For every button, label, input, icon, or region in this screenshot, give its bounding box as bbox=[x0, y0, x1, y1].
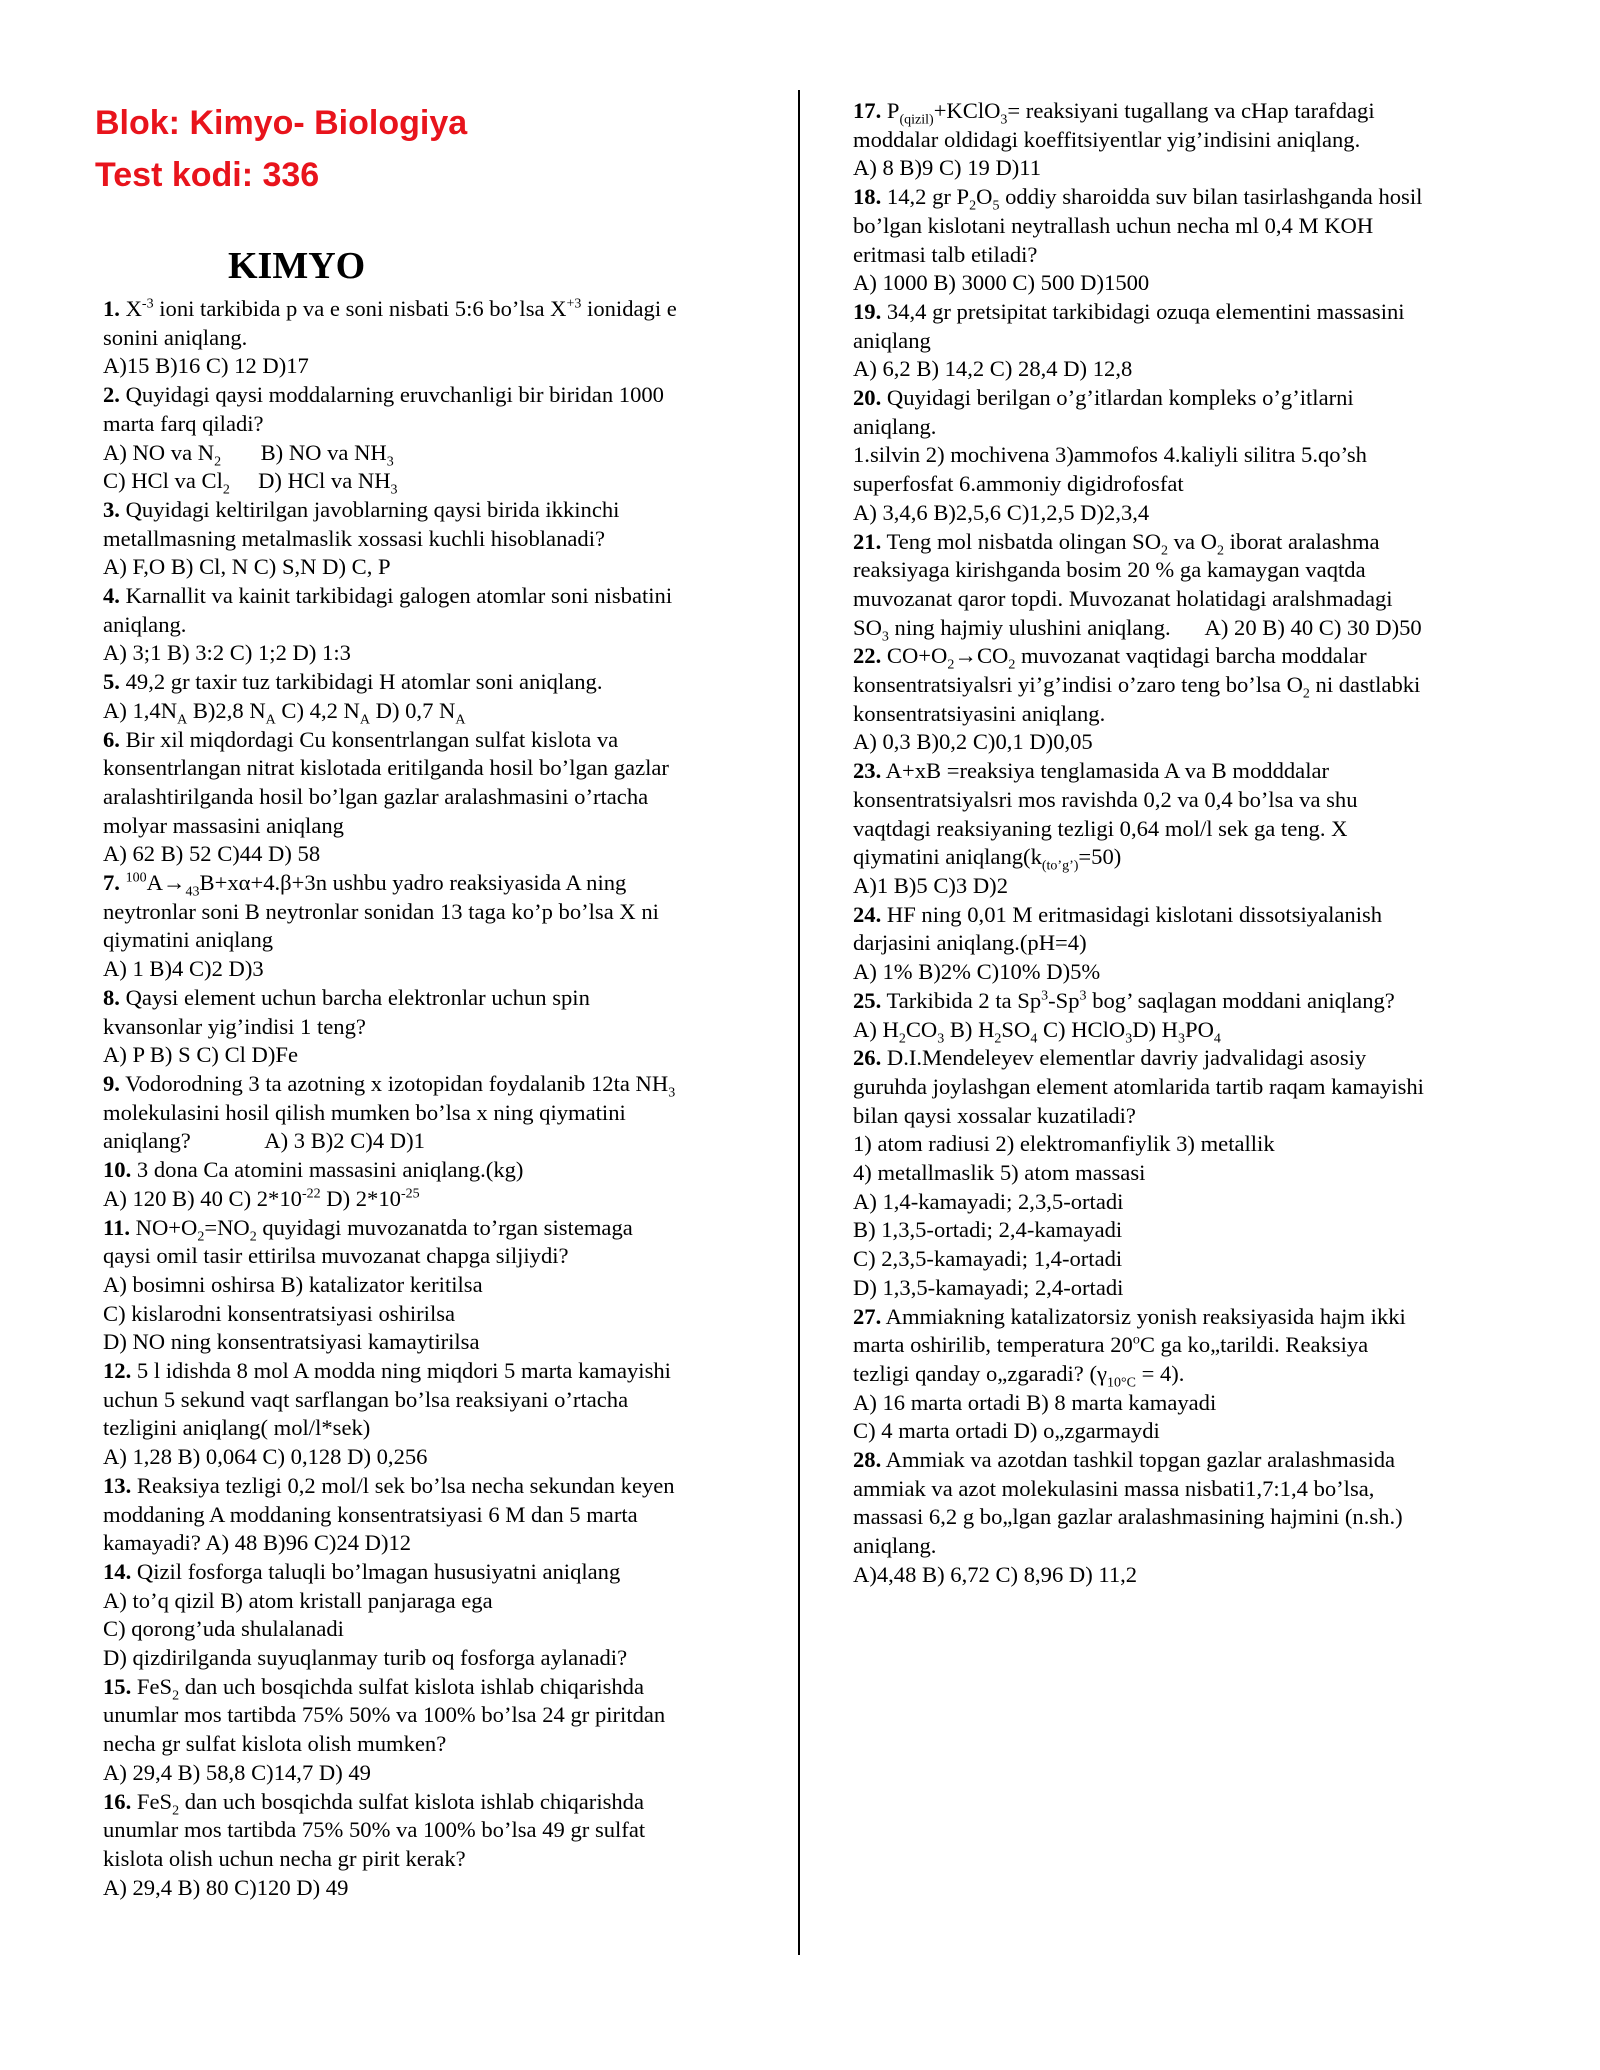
question-line: A) NO va $N_2$ B) NO va $NH_3$ bbox=[103, 439, 394, 470]
question-line: aniqlang? A) 3 B)2 C)4 D)1 bbox=[103, 1128, 425, 1154]
question-20 bbox=[853, 384, 1528, 528]
question-24 bbox=[853, 901, 1528, 987]
question-line: unumlar mos tartibda 75% 50% va 100% bo’lsa 24 gr piritdan bbox=[103, 1702, 666, 1728]
question-text: 10. 3 dona Ca atomini massasini aniqlang.(kg) bbox=[103, 1157, 524, 1183]
question-line: C) qorong’uda shulalanadi bbox=[103, 1616, 344, 1642]
question-22 bbox=[853, 642, 1528, 757]
question-13 bbox=[103, 1472, 788, 1558]
test-code: Test kodi: 336 bbox=[95, 156, 320, 194]
question-line: 4) metallmaslik 5) atom massasi bbox=[853, 1160, 1146, 1186]
question-line: molekulasini hosil qilish mumken bo’lsa x ning qiymatini bbox=[103, 1099, 626, 1125]
question-line: A) 1,28 B) 0,064 C) 0,128 D) 0,256 bbox=[103, 1444, 428, 1470]
question-line: C) 2,3,5-kamayadi; 1,4-ortadi bbox=[853, 1246, 1123, 1272]
question-line: D) qizdirilganda suyuqlanmay turib oq fosforga aylanadi? bbox=[103, 1645, 628, 1671]
question-line: A) 120 B) 40 C) $2*10^{-22}$ D) $2*10^{-25}$ bbox=[103, 1185, 420, 1211]
question-text: 28. Ammiak va azotdan tashkil topgan gazlar aralashmasida bbox=[853, 1447, 1396, 1473]
question-line: eritmasi talb etiladi? bbox=[853, 241, 1038, 267]
question-line: A) 1000 B) 3000 C) 500 D)1500 bbox=[853, 270, 1150, 296]
question-line: aniqlang. bbox=[103, 611, 187, 637]
question-line: A)15 B)16 C) 12 D)17 bbox=[103, 353, 309, 379]
question-line: A) 1% B)2% C)10% D)5% bbox=[853, 959, 1101, 985]
question-line: kislota olish uchun necha gr pirit kerak? bbox=[103, 1845, 466, 1871]
question-line: konsentratsiyasini aniqlang. bbox=[853, 700, 1106, 726]
question-line: moddalar oldidagi koeffitsiyentlar yig’indisini aniqlang. bbox=[853, 126, 1361, 152]
question-line: tezligi qanday o„zgaradi? $(\gamma_{10^\circ C} = 4)$. bbox=[853, 1360, 1185, 1391]
question-text: 3. Quyidagi keltirilgan javoblarning qaysi birida ikkinchi bbox=[103, 496, 620, 522]
question-text: 22. $CO+O_2\to CO_2$ muvozanat vaqtidagi barcha moddalar bbox=[853, 643, 1367, 673]
question-1 bbox=[103, 295, 788, 381]
question-26 bbox=[853, 1044, 1528, 1302]
question-text: 20. Quyidagi berilgan o’g’itlardan kompleks o’g’itlarni bbox=[853, 385, 1354, 411]
question-line: 1) atom radiusi 2) elektromanfiylik 3) metallik bbox=[853, 1131, 1275, 1157]
block-title: Blok: Kimyo- Biologiya bbox=[95, 104, 468, 142]
question-text: 25. Tarkibida 2 ta Sp$^3$-Sp$^3$ bog’ saqlagan moddani aniqlang? bbox=[853, 987, 1395, 1013]
question-text: 18. 14,2 gr $P_2O_5$ oddiy sharoidda suv bilan tasirlashganda hosil bbox=[853, 184, 1423, 214]
question-line: muvozanat qaror topdi. Muvozanat holatidagi aralshmadagi bbox=[853, 585, 1393, 611]
question-11 bbox=[103, 1214, 788, 1358]
question-9 bbox=[103, 1070, 788, 1156]
question-text: 14. Qizil fosforga taluqli bo’lmagan hususiyatni aniqlang bbox=[103, 1558, 621, 1584]
question-text: 8. Qaysi element uchun barcha elektronlar uchun spin bbox=[103, 984, 590, 1010]
question-19 bbox=[853, 298, 1528, 384]
question-line: molyar massasini aniqlang bbox=[103, 812, 344, 838]
question-line: darjasini aniqlang.(pH=4) bbox=[853, 930, 1087, 956]
question-line: metallmasning metalmaslik xossasi kuchli hisoblanadi? bbox=[103, 525, 605, 551]
question-line: reaksiyaga kirishganda bosim 20 % ga kamaygan vaqtda bbox=[853, 557, 1366, 583]
question-text: 21. Teng mol nisbatda olingan $SO_2$ va $O_2$ iborat aralashma bbox=[853, 528, 1380, 559]
question-10 bbox=[103, 1156, 788, 1213]
question-text: 13. Reaksiya tezligi 0,2 mol/l sek bo’lsa necha sekundan keyen bbox=[103, 1472, 675, 1498]
question-line: A) 6,2 B) 14,2 C) 28,4 D) 12,8 bbox=[853, 356, 1133, 382]
question-line: necha gr sulfat kislota olish mumken? bbox=[103, 1731, 447, 1757]
question-text: 12. 5 l idishda 8 mol A modda ning miqdori 5 marta kamayishi bbox=[103, 1358, 671, 1384]
question-text: 23. A+xB =reaksiya tenglamasida A va B modddalar bbox=[853, 758, 1330, 784]
question-line: vaqtdagi reaksiyaning tezligi 0,64 mol/l sek ga teng. X bbox=[853, 815, 1348, 841]
question-text: 16. FeS$_2$ dan uch bosqichda sulfat kislota ishlab chiqarishda bbox=[103, 1788, 645, 1819]
question-line: bo’lgan kislotani neytrallash uchun necha ml 0,4 M KOH bbox=[853, 212, 1374, 238]
question-text: 1. $X^{-3}$ ioni tarkibida p va e soni nisbati 5:6 bo’lsa $X^{+3}$ ionidagi e bbox=[103, 296, 677, 321]
question-line: kvansonlar yig’indisi 1 teng? bbox=[103, 1013, 366, 1039]
question-text: 4. Karnallit va kainit tarkibidagi galogen atomlar soni nisbatini bbox=[103, 583, 673, 609]
question-line: neytronlar soni B neytronlar sonidan 13 taga ko’p bo’lsa X ni bbox=[103, 898, 659, 924]
question-line: tezligini aniqlang( mol/l*sek) bbox=[103, 1415, 371, 1441]
question-line: bilan qaysi xossalar kuzatiladi? bbox=[853, 1102, 1136, 1128]
question-line: A) bosimni oshirsa B) katalizator keritilsa bbox=[103, 1271, 483, 1297]
question-line: A) 0,3 B)0,2 C)0,1 D)0,05 bbox=[853, 729, 1093, 755]
question-5 bbox=[103, 668, 788, 728]
question-line: A) 29,4 B) 58,8 C)14,7 D) 49 bbox=[103, 1759, 371, 1785]
question-line: D) 1,3,5-kamayadi; 2,4-ortadi bbox=[853, 1274, 1124, 1300]
question-line: konsentratsiyalsri yi’g’indisi o’zaro teng bo’lsa $O_2$ ni dastlabki bbox=[853, 672, 1421, 702]
question-text: 5. 49,2 gr taxir tuz tarkibidagi H atomlar soni aniqlang. bbox=[103, 669, 603, 695]
question-line: A) $H_2CO_3$ B) $H_2SO_4$ C) HClO$_3$D) $H_3PO_4$ bbox=[853, 1016, 1221, 1047]
question-27 bbox=[853, 1303, 1528, 1447]
left-column bbox=[103, 295, 788, 1902]
question-line: A) 8 B)9 C) 19 D)11 bbox=[853, 155, 1042, 181]
question-line: qiymatini aniqlang bbox=[103, 927, 274, 953]
question-line: A) 29,4 B) 80 C)120 D) 49 bbox=[103, 1874, 349, 1900]
question-line: A) 3,4,6 B)2,5,6 C)1,2,5 D)2,3,4 bbox=[853, 499, 1150, 525]
question-line: A) P B) S C) Cl D)Fe bbox=[103, 1042, 298, 1068]
question-line: qiymatini $aniqlang(k_{(to’g’)}=50)$ bbox=[853, 844, 1122, 874]
question-text: 9. Vodorodning 3 ta azotning x izotopidan foydalanib 12ta $NH_3$ bbox=[103, 1070, 676, 1101]
question-line: konsentratsiyalsri mos ravishda 0,2 va 0,4 bo’lsa va shu bbox=[853, 786, 1358, 812]
right-column bbox=[853, 97, 1528, 1590]
question-8 bbox=[103, 984, 788, 1070]
question-line: aniqlang. bbox=[853, 1533, 937, 1559]
question-16 bbox=[103, 1788, 788, 1903]
question-line: A) to’q qizil B) atom kristall panjaraga ega bbox=[103, 1587, 493, 1613]
question-line: $SO_3$ ning hajmiy ulushini aniqlang. A) 20 B) 40 C) 30 D)50 bbox=[853, 614, 1422, 645]
question-line: marta farq qiladi? bbox=[103, 410, 264, 436]
question-line: kamayadi? A) 48 B)96 C)24 D)12 bbox=[103, 1530, 412, 1556]
question-2 bbox=[103, 381, 788, 496]
question-line: sonini aniqlang. bbox=[103, 324, 248, 350]
question-text: 11. $NO+O_2=NO_2$ quyidagi muvozanatda to’rgan sistemaga bbox=[103, 1214, 633, 1245]
question-15 bbox=[103, 1673, 788, 1788]
question-text: 6. Bir xil miqdordagi Cu konsentrlangan sulfat kislota va bbox=[103, 726, 619, 752]
question-text: 17. $P_{(qizil)}+KClO_3=$ reaksiyani tugallang va cHap tarafdagi bbox=[853, 98, 1375, 128]
question-21 bbox=[853, 528, 1528, 643]
question-17 bbox=[853, 97, 1528, 183]
question-line: 1.silvin 2) mochivena 3)ammofos 4.kaliyli silitra 5.qo’sh bbox=[853, 442, 1367, 468]
question-line: ammiak va azot molekulasini massa nisbati1,7:1,4 bo’lsa, bbox=[853, 1475, 1375, 1501]
question-text: 2. Quyidagi qaysi moddalarning eruvchanligi bir biridan 1000 bbox=[103, 382, 664, 408]
question-text: 27. Ammiakning katalizatorsiz yonish reaksiyasida hajm ikki bbox=[853, 1303, 1406, 1329]
question-3 bbox=[103, 496, 788, 582]
question-line: aralashtirilganda hosil bo’lgan gazlar aralashmasini o’rtacha bbox=[103, 783, 649, 809]
question-text: 19. 34,4 gr pretsipitat tarkibidagi ozuqa elementini massasini bbox=[853, 298, 1405, 324]
question-line: A) 3;1 B) 3:2 C) 1;2 D) 1:3 bbox=[103, 640, 351, 666]
question-line: A) $1,4N_A$ B)2,8 $N_A$ C) 4,2 $N_A$ D) 0,7 $N_A$ bbox=[103, 697, 466, 728]
question-line: A) F,O B) Cl, N C) S,N D) C, P bbox=[103, 554, 391, 580]
question-line: C) 4 marta ortadi D) o„zgarmaydi bbox=[853, 1418, 1160, 1444]
question-line: C) kislarodni konsentratsiyasi oshirilsa bbox=[103, 1300, 456, 1326]
question-line: aniqlang. bbox=[853, 413, 937, 439]
question-18 bbox=[853, 183, 1528, 298]
question-line: B) 1,3,5-ortadi; 2,4-kamayadi bbox=[853, 1217, 1123, 1243]
question-text: 7. $^{100}A\to_{43}B+x\alpha+4.\beta+3n$ ushbu yadro reaksiyasida A ning bbox=[103, 870, 627, 900]
question-line: A)1 B)5 C)3 D)2 bbox=[853, 872, 1009, 898]
question-line: marta oshirilib, temperatura 20$^o$C ga ko„tarildi. Reaksiya bbox=[853, 1332, 1369, 1358]
question-25 bbox=[853, 987, 1528, 1047]
question-23 bbox=[853, 757, 1528, 901]
question-line: aniqlang bbox=[853, 327, 931, 353]
question-line: qaysi omil tasir ettirilsa muvozanat chapga siljiydi? bbox=[103, 1243, 569, 1269]
question-line: uchun 5 sekund vaqt sarflangan bo’lsa reaksiyani o’rtacha bbox=[103, 1386, 629, 1412]
question-6 bbox=[103, 726, 788, 870]
question-14 bbox=[103, 1558, 788, 1673]
question-line: massasi 6,2 g bo„lgan gazlar aralashmasining hajmini (n.sh.) bbox=[853, 1504, 1403, 1530]
question-12 bbox=[103, 1357, 788, 1472]
subject-title: KIMYO bbox=[228, 245, 366, 287]
question-line: konsentrlangan nitrat kislotada eritilganda hosil bo’lgan gazlar bbox=[103, 755, 669, 781]
question-line: D) NO ning konsentratsiyasi kamaytirilsa bbox=[103, 1329, 480, 1355]
question-line: A) 1 B)4 C)2 D)3 bbox=[103, 956, 264, 982]
question-7 bbox=[103, 869, 788, 984]
question-line: unumlar mos tartibda 75% 50% va 100% bo’lsa 49 gr sulfat bbox=[103, 1817, 646, 1843]
question-text: 26. D.I.Mendeleyev elementlar davriy jadvalidagi asosiy bbox=[853, 1045, 1367, 1071]
question-text: 15. FeS$_2$ dan uch bosqichda sulfat kislota ishlab chiqarishda bbox=[103, 1673, 645, 1704]
question-line: C) HCl va $Cl_2$ D) HCl va $NH_3$ bbox=[103, 468, 398, 498]
question-line: moddaning A moddaning konsentratsiyasi 6 M dan 5 marta bbox=[103, 1501, 638, 1527]
column-divider bbox=[798, 90, 800, 1955]
question-line: A)4,48 B) 6,72 C) 8,96 D) 11,2 bbox=[853, 1561, 1138, 1587]
question-28 bbox=[853, 1446, 1528, 1590]
question-4 bbox=[103, 582, 788, 668]
question-text: 24. HF ning 0,01 M eritmasidagi kislotani dissotsiyalanish bbox=[853, 901, 1383, 927]
question-line: A) 62 B) 52 C)44 D) 58 bbox=[103, 841, 321, 867]
question-line: A) 16 marta ortadi B) 8 marta kamayadi bbox=[853, 1389, 1217, 1415]
question-line: superfosfat 6.ammoniy digidrofosfat bbox=[853, 471, 1184, 497]
question-line: guruhda joylashgan element atomlarida tartib raqam kamayishi bbox=[853, 1073, 1424, 1099]
question-line: A) 1,4-kamayadi; 2,3,5-ortadi bbox=[853, 1188, 1124, 1214]
